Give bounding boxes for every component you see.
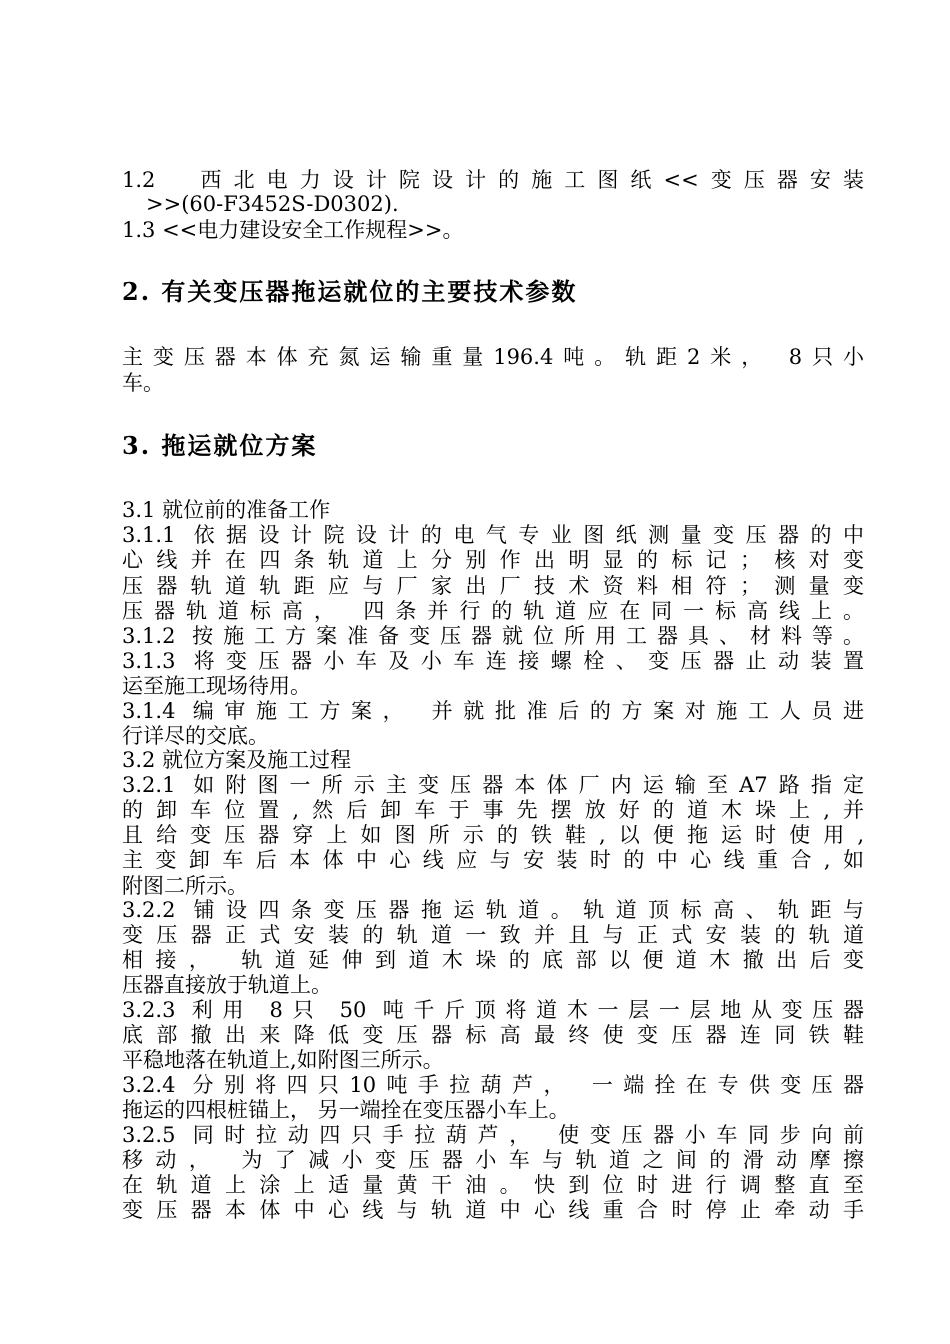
heading-section-3: 3. 拖运就位方案 bbox=[122, 431, 318, 460]
item-3-1-1-line-4: 压器轨道标高， 四条并行的轨道应在同一标高线上。 bbox=[122, 599, 864, 623]
item-3-1-4-line-2: 行详尽的交底。 bbox=[122, 724, 269, 748]
item-3-2-1-line-1: 3.2.1 如附图一所示主变压器本体厂内运输至A7路指定 bbox=[122, 773, 864, 797]
subsection-3-1-title: 3.1 就位前的准备工作 bbox=[122, 498, 331, 522]
item-3-1-1-line-1: 3.1.1 依据设计院设计的电气专业图纸测量变压器的中 bbox=[122, 523, 864, 547]
item-3-2-5-line-1: 3.2.5 同时拉动四只手拉葫芦， 使变压器小车同步向前 bbox=[122, 1123, 864, 1147]
reference-1-2: 1.2 西北电力设计院设计的施工图纸<<变压器安装 bbox=[122, 168, 864, 192]
item-3-1-2: 3.1.2 按施工方案准备变压器就位所用工器具、材料等。 bbox=[122, 624, 864, 648]
item-3-2-2-line-3: 相接， 轨道延伸到道木垛的底部以便道木撤出后变 bbox=[122, 948, 864, 972]
item-3-2-3-line-2: 底部撤出来降低变压器标高最终使变压器连同铁鞋 bbox=[122, 1023, 864, 1047]
item-3-2-5-line-2: 移动， 为了减小变压器小车与轨道之间的滑动摩擦 bbox=[122, 1148, 864, 1172]
item-3-2-4-line-1: 3.2.4 分别将四只10吨手拉葫芦， 一端拴在专供变压器 bbox=[122, 1073, 864, 1097]
subsection-3-2-title: 3.2 就位方案及施工过程 bbox=[122, 748, 352, 772]
item-3-2-2-line-4: 压器直接放于轨道上。 bbox=[122, 973, 332, 997]
parameters-line-1: 主变压器本体充氮运输重量196.4吨。轨距2米， 8只小 bbox=[122, 345, 864, 369]
reference-1-3: 1.3 <<电力建设安全工作规程>>。 bbox=[122, 218, 464, 242]
heading-section-2: 2. 有关变压器拖运就位的主要技术参数 bbox=[122, 277, 578, 306]
item-3-2-1-line-3: 且给变压器穿上如图所示的铁鞋,以便拖运时使用, bbox=[122, 823, 864, 847]
item-3-2-1-line-4: 主变卸车后本体中心线应与安装时的中心线重合,如 bbox=[122, 848, 864, 872]
item-3-1-3-line-2: 运至施工现场待用。 bbox=[122, 674, 311, 698]
item-3-2-5-line-3: 在轨道上涂上适量黄干油。快到位时进行调整直至 bbox=[122, 1173, 864, 1197]
item-3-1-1-line-2: 心线并在四条轨道上分别作出明显的标记；核对变 bbox=[122, 548, 864, 572]
item-3-2-3-line-3: 平稳地落在轨道上,如附图三所示。 bbox=[122, 1048, 444, 1072]
item-3-2-4-line-2: 拖运的四根桩锚上， 另一端拴在变压器小车上。 bbox=[122, 1098, 570, 1122]
item-3-2-1-line-2: 的卸车位置,然后卸车于事先摆放好的道木垛上,并 bbox=[122, 798, 864, 822]
item-3-2-1-line-5: 附图二所示。 bbox=[122, 874, 248, 898]
item-3-1-3-line-1: 3.1.3 将变压器小车及小车连接螺栓、变压器止动装置 bbox=[122, 649, 864, 673]
item-3-1-4-line-1: 3.1.4 编审施工方案， 并就批准后的方案对施工人员进 bbox=[122, 699, 864, 723]
item-3-2-2-line-1: 3.2.2 铺设四条变压器拖运轨道。轨道顶标高、轨距与 bbox=[122, 898, 864, 922]
item-3-2-2-line-2: 变压器正式安装的轨道一致并且与正式安装的轨道 bbox=[122, 923, 864, 947]
item-3-2-3-line-1: 3.2.3 利用 8只 50 吨千斤顶将道木一层一层地从变压器 bbox=[122, 998, 864, 1022]
parameters-line-2: 车。 bbox=[122, 371, 164, 395]
item-3-2-5-line-4: 变压器本体中心线与轨道中心线重合时停止牵动手 bbox=[122, 1198, 864, 1222]
item-3-1-1-line-3: 压器轨道轨距应与厂家出厂技术资料相符；测量变 bbox=[122, 574, 864, 598]
reference-1-2-continued: >>(60-F3452S-D0302). bbox=[146, 192, 399, 216]
